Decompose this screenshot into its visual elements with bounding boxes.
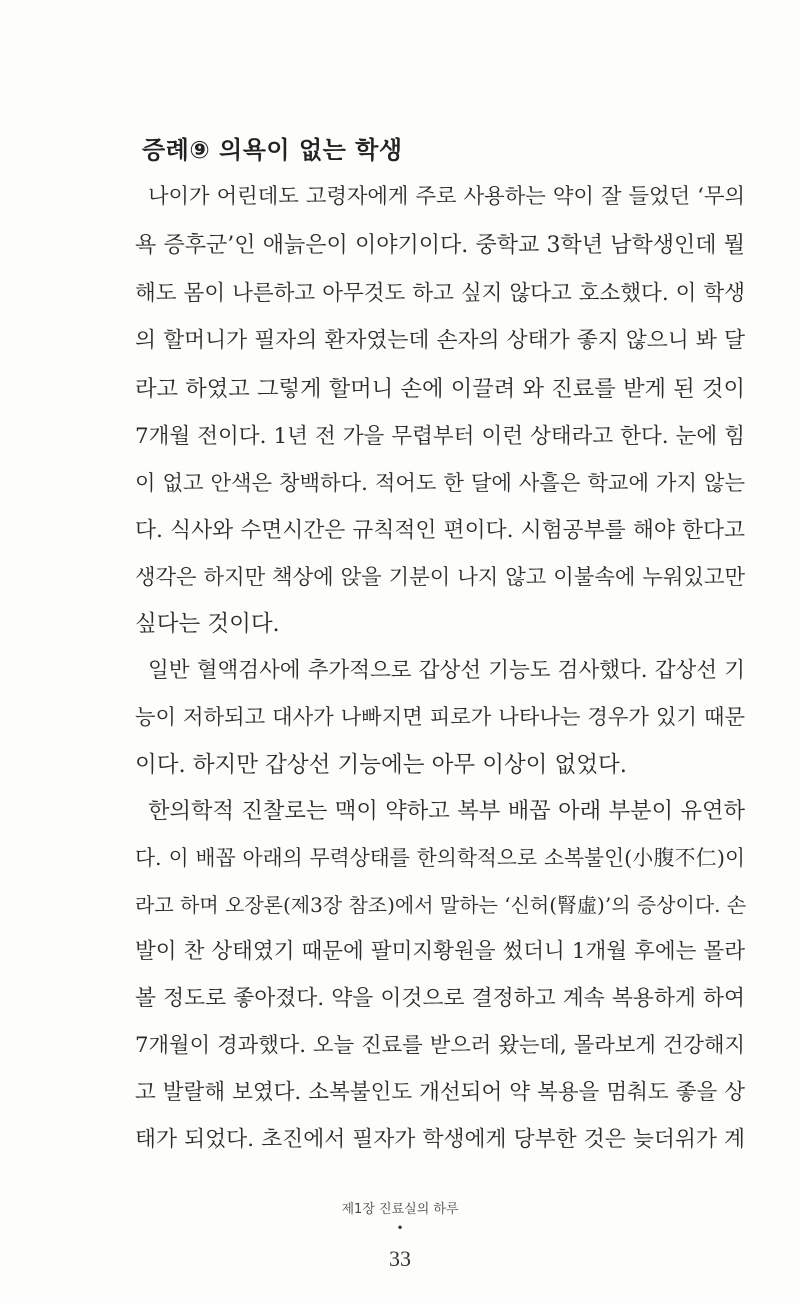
text-line: 다. 식사와 수면시간은 규칙적인 편이다. 시험공부를 해야 한다고: [135, 518, 745, 543]
page-number: 33: [389, 1246, 411, 1271]
chapter-footer: 제1장 진료실의 하루: [341, 1202, 459, 1217]
text-line: 의 할머니가 필자의 환자였는데 손자의 상태가 좋지 않으니 봐 달: [135, 328, 745, 353]
text-line: 볼 정도로 좋아졌다. 약을 이것으로 결정하고 계속 복용하게 하여: [135, 986, 745, 1011]
case-heading: 증례⑨ 의욕이 없는 학생: [142, 136, 403, 164]
text-line: 라고 하며 오장론(제3장 참조)에서 말하는 ‘신허(腎虛)’의 증상이다. 손: [135, 893, 747, 917]
footer-bullet: •: [396, 1221, 404, 1235]
text-line: 이 없고 안색은 창백하다. 적어도 한 달에 사흘은 학교에 가지 않는: [135, 471, 745, 496]
text-line: 한의학적 진찰로는 맥이 약하고 복부 배꼽 아래 부분이 유연하: [148, 798, 745, 824]
text-line: 능이 저하되고 대사가 나빠지면 피로가 나타나는 경우가 있기 때문: [135, 705, 745, 730]
text-line: 라고 하였고 그렇게 할머니 손에 이끌려 와 진료를 받게 된 것이: [135, 376, 745, 402]
text-line: 해도 몸이 나른하고 아무것도 하고 싶지 않다고 호소했다. 이 학생: [135, 281, 745, 306]
text-line: 싶다는 것이다.: [135, 611, 280, 637]
text-line: 태가 되었다. 초진에서 필자가 학생에게 당부한 것은 늦더위가 계: [135, 1127, 745, 1152]
text-line: 이다. 하지만 갑상선 기능에는 아무 이상이 없었다.: [135, 752, 627, 778]
text-line: 고 발랄해 보였다. 소복불인도 개선되어 약 복용을 멈춰도 좋을 상: [135, 1080, 745, 1105]
text-line: 나이가 어린데도 고령자에게 주로 사용하는 약이 잘 들었던 ‘무의: [148, 184, 745, 209]
text-line: 욕 증후군’인 애늙은이 이야기이다. 중학교 3학년 남학생인데 뭘: [135, 233, 745, 258]
text-line: 7개월 전이다. 1년 전 가을 무렵부터 이런 상태라고 한다. 눈에 힘: [135, 424, 745, 449]
text-line: 발이 찬 상태였기 때문에 팔미지황원을 썼더니 1개월 후에는 몰라: [135, 939, 745, 964]
text-line: 생각은 하지만 책상에 앉을 기분이 나지 않고 이불속에 누워있고만: [135, 565, 745, 590]
text-line: 다. 이 배꼽 아래의 무력상태를 한의학적으로 소복불인(小腹不仁)이: [135, 846, 745, 870]
text-line: 7개월이 경과했다. 오늘 진료를 받으러 왔는데, 몰라보게 건강해지: [135, 1033, 745, 1058]
text-line: 일반 혈액검사에 추가적으로 갑상선 기능도 검사했다. 갑상선 기: [148, 658, 745, 683]
